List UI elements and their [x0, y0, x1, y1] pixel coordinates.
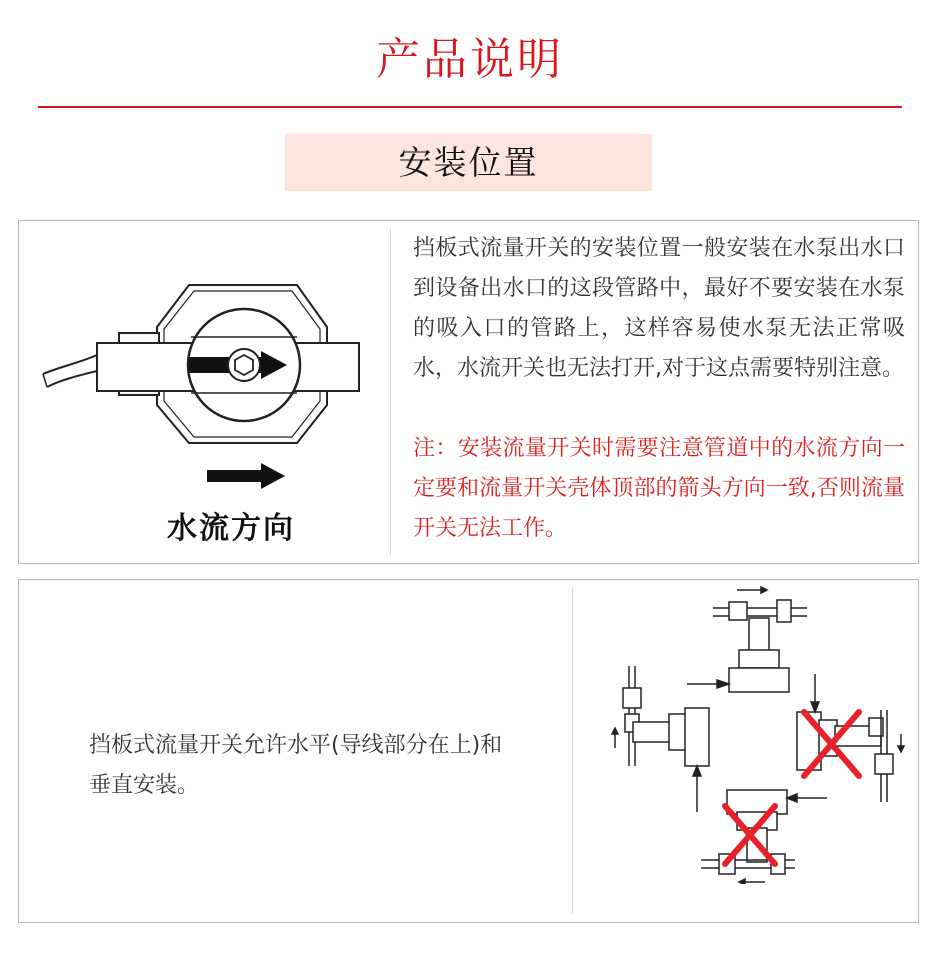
not-allowed-cross-icon — [725, 712, 859, 864]
orientation-left-allowed — [612, 666, 709, 812]
installation-note: 注：安装流量开关时需要注意管道中的水流方向一定要和流量开关壳体顶部的箭头方向一致,否则流量开关无法工作。 — [413, 436, 905, 541]
mounting-description: 挡板式流量开关允许水平(导线部分在上)和垂直安装。 — [89, 733, 503, 798]
title-divider — [38, 106, 902, 108]
orientation-bottom-not-allowed — [701, 790, 827, 884]
flow-direction-label: 水流方向 — [167, 511, 295, 546]
installation-description: 挡板式流量开关的安装位置一般安装在水泵出水口到设备出水口的这段管路中，最好不要安装在水泵的吸入口的管路上，这样容易使水泵无法正常吸水，水流开关也无法打开,对于这点需要特别注意。 — [413, 236, 905, 381]
flow-direction-arrow-icon — [207, 463, 287, 489]
mounting-orientation-panel — [18, 579, 919, 923]
panel-divider — [390, 229, 391, 555]
flow-switch-top-view-illustration — [39, 283, 369, 451]
orientation-top-allowed — [687, 587, 807, 692]
section-banner: 安装位置 — [285, 134, 652, 191]
mounting-orientation-diagram — [589, 584, 909, 884]
orientation-right-not-allowed — [797, 674, 904, 802]
panel-divider — [572, 588, 573, 914]
page-title: 产品说明 — [376, 34, 564, 85]
installation-position-panel — [18, 220, 919, 564]
